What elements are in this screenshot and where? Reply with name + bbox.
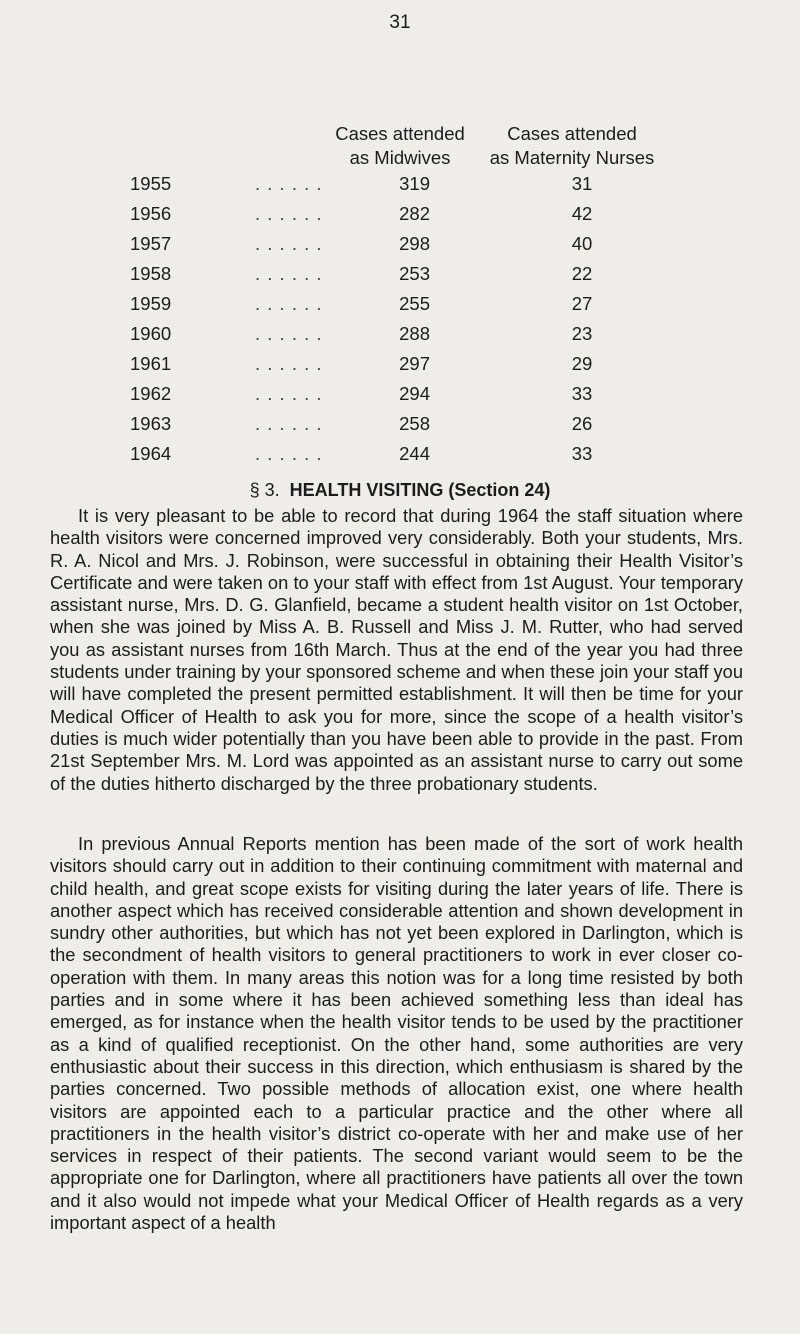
table-row xyxy=(0,323,800,353)
row-leader: . . . . . . xyxy=(255,233,323,254)
row-year: 1960 xyxy=(130,323,172,344)
row-leader: . . . . . . xyxy=(255,263,323,284)
section-title: HEALTH VISITING xyxy=(289,480,444,500)
section-heading xyxy=(0,480,800,501)
table-row xyxy=(0,233,800,263)
row-year: 1959 xyxy=(130,293,172,314)
row-leader: . . . . . . xyxy=(255,173,323,194)
row-year: 1957 xyxy=(130,233,172,254)
row-leader: . . . . . . xyxy=(255,293,323,314)
row-year: 1964 xyxy=(130,443,172,464)
row-midwives: 288 xyxy=(399,323,430,344)
row-leader: . . . . . . xyxy=(255,353,323,374)
header-midwives-line2: as Midwives xyxy=(349,147,451,168)
row-year: 1956 xyxy=(130,203,172,224)
row-midwives: 244 xyxy=(399,443,430,464)
row-midwives: 297 xyxy=(399,353,430,374)
header-maternity xyxy=(472,122,672,170)
row-midwives: 255 xyxy=(399,293,430,314)
table-row xyxy=(0,203,800,233)
row-maternity: 40 xyxy=(571,233,593,254)
row-maternity: 31 xyxy=(571,173,593,194)
row-maternity: 29 xyxy=(571,353,593,374)
row-maternity: 22 xyxy=(571,263,593,284)
table-row xyxy=(0,383,800,413)
table-row xyxy=(0,443,800,473)
row-maternity: 26 xyxy=(571,413,593,434)
page-number: 31 xyxy=(389,12,411,33)
row-midwives: 298 xyxy=(399,233,430,254)
row-leader: . . . . . . xyxy=(255,383,323,404)
table-row xyxy=(0,413,800,443)
row-midwives: 258 xyxy=(399,413,430,434)
row-leader: . . . . . . xyxy=(255,323,323,344)
row-midwives: 282 xyxy=(399,203,430,224)
header-midwives-line1: Cases attended xyxy=(335,123,465,144)
row-maternity: 33 xyxy=(571,383,593,404)
row-midwives: 319 xyxy=(399,173,430,194)
row-leader: . . . . . . xyxy=(255,443,323,464)
row-maternity: 27 xyxy=(571,293,593,314)
header-maternity-line2: as Maternity Nurses xyxy=(489,147,655,168)
row-leader: . . . . . . xyxy=(255,413,323,434)
row-year: 1963 xyxy=(130,413,172,434)
row-midwives: 253 xyxy=(399,263,430,284)
cases-table xyxy=(0,0,800,470)
table-row xyxy=(0,263,800,293)
row-maternity: 23 xyxy=(571,323,593,344)
row-year: 1961 xyxy=(130,353,172,374)
section-reference: (Section 24) xyxy=(448,480,551,500)
paragraph-staffing: It is very pleasant to be able to record that during 1964 the staff situation where health visitors were concerned improved very considerably. Both your students, Mrs. R. A. Nicol and Mrs. J. Robinson, were successful in obtaining their Health Visitor’s Certificate and were taken on to your staff with effect from 1st August. Your temporary assistant nurse, Mrs. D. G. Glanfield, became a student health visitor on 1st October, when she was joined by Miss A. B. Russell and Miss J. M. Rutter, who had served you as assistant nurses from 16th March. Thus at the end of the year you had three students under training by your sponsored scheme and when these join your staff you will have completed the present permitted establishment. It will then be time for your Medical Officer of Health to ask you for more, since the scope of a health visitor’s duties is much wider potentially than you have been able to provide in the past. From 21st September Mrs. M. Lord was appointed as an assistant nurse to carry out some of the duties hitherto discharged by the three probationary students. xyxy=(50,505,743,794)
paragraph-secondment: In previous Annual Reports mention has been made of the sort of work health visitors should carry out in addition to their continuing commitment with maternal and child health, and great scope exists for visiting during the later years of life. There is another aspect which has received considerable attention and shown development in sundry other authorities, but which has not yet been explored in Darlington, which is the secondment of health visitors to general practitioners to work in ever closer co-operation with them. In many areas this notion was for a long time resisted by both parties and in some where it has been achieved something less than ideal has emerged, as for instance when the health visitor tends to be used by the practitioner as a kind of qualified receptionist. On the other hand, some authorities are very enthusiastic about their success in this direction, which enthusiasm is shared by the parties concerned. Two possible methods of allocation exist, one where health visitors are appointed each to a particular practice and the other where all practitioners in the health visitor’s district co-operate with her and make use of her services in respect of their patients. The second variant would seem to be the appropriate one for Darlington, where all practitioners have patients all over the town and it also would not impede what your Medical Officer of Health regards as a very important aspect of a health xyxy=(50,833,743,1234)
row-year: 1962 xyxy=(130,383,172,404)
header-maternity-line1: Cases attended xyxy=(507,123,637,144)
row-year: 1955 xyxy=(130,173,172,194)
header-midwives xyxy=(300,122,500,170)
table-row xyxy=(0,353,800,383)
row-maternity: 33 xyxy=(571,443,593,464)
table-row xyxy=(0,173,800,203)
row-leader: . . . . . . xyxy=(255,203,323,224)
row-midwives: 294 xyxy=(399,383,430,404)
table-row xyxy=(0,293,800,323)
section-number: § 3. xyxy=(249,480,280,500)
row-year: 1958 xyxy=(130,263,172,284)
row-maternity: 42 xyxy=(571,203,593,224)
